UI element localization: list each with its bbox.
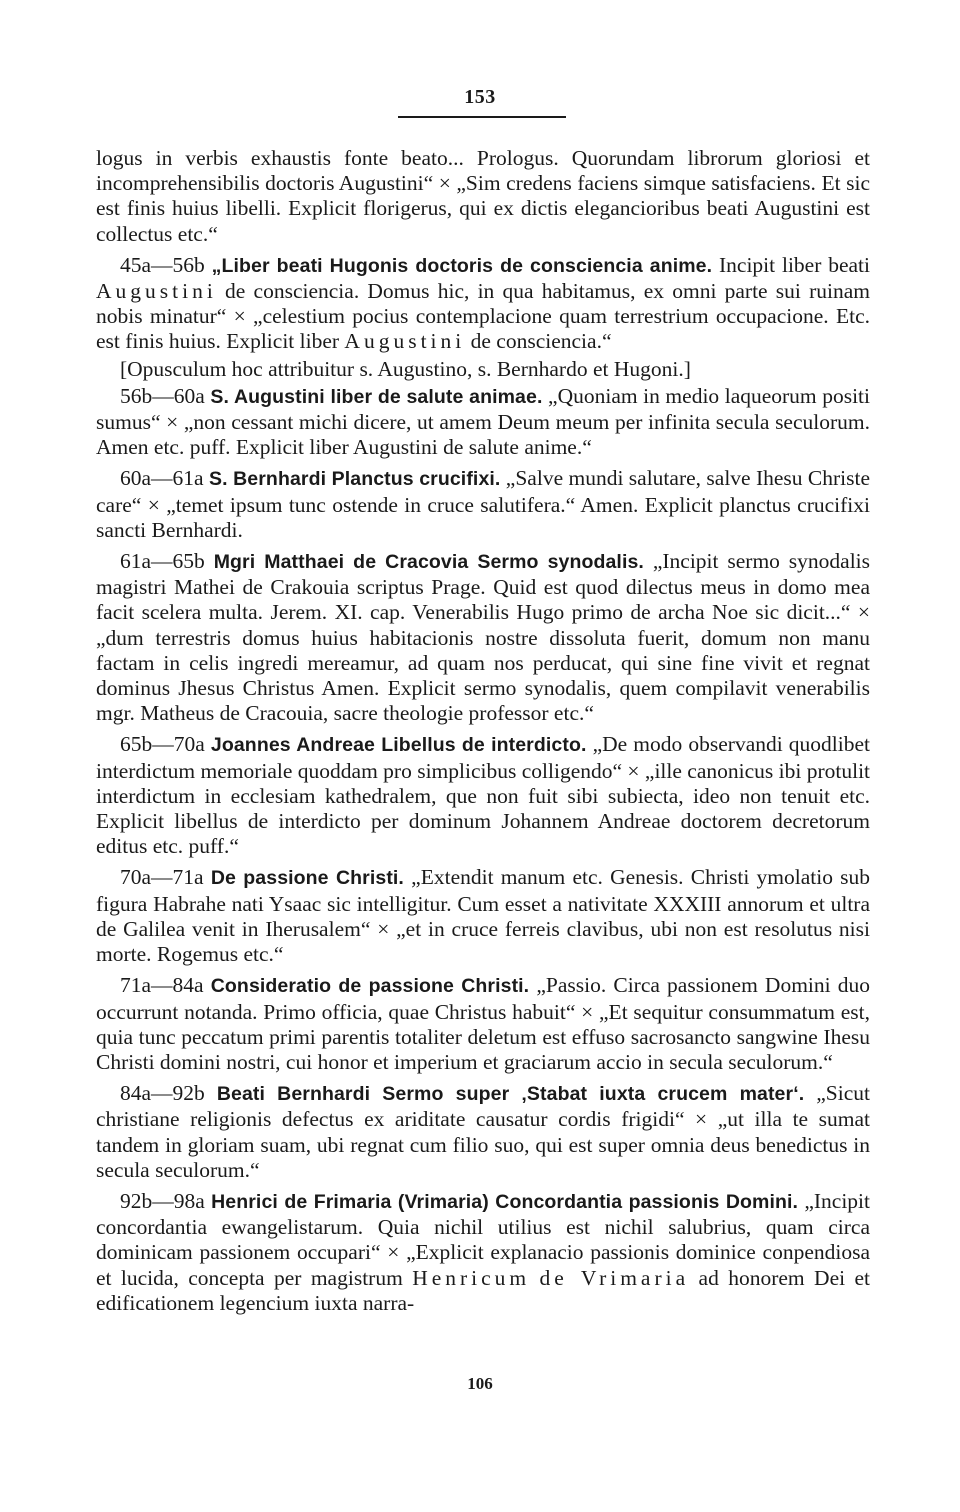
spaced-name: de Vrimaria xyxy=(539,1265,690,1290)
entry-text: ad honorem Dei et edificationem legencium iuxta narra- xyxy=(96,1265,870,1315)
work-title: De passione Christi. xyxy=(210,867,404,890)
entry-prologus-continuation xyxy=(96,146,870,247)
page-number: 153 xyxy=(464,86,496,108)
work-title: Henrici de Frimaria (Vrimaria) Concordantia passionis Domini. xyxy=(211,1190,799,1213)
entry-text: „Passio. Circa passionem Domini duo occurrunt notanda. Primo officia, quae Christus habuit“ × „Et sequitur consummatum est, quia tunc peccatum primi parentis totaliter deletum est effuso sacrosancto sangwine Ihesu Christi domini nostri, cui honor et imperium et graciarum accio in secula seculorum.“ xyxy=(96,973,871,1074)
entry-text: „Quoniam in medio laqueorum positi sumus“ × „non cessant michi dicere, ut amem Deum meum per infinita secula seculorum. Amen etc. puff. Explicit liber Augustini de salute anime.“ xyxy=(96,383,870,460)
entry-augustini-salute xyxy=(96,384,870,461)
entry-text: logus in verbis exhaustis fonte beato... Prologus. Quorundam librorum gloriosi et incomprehensibilis doctoris Augustini“ × „Sim credens faciens simque satisfaciens. Et sic est finis huius libelli. Explicit florigerus, qui ex dictis elegancioribus beati Augustini est collectus etc.“ xyxy=(96,146,870,246)
work-title: S. Augustini liber de salute animae. xyxy=(210,385,543,408)
entry-text: [Opusculum hoc attribuitur s. Augustino, s. Bernhardo et Hugoni.] xyxy=(120,356,691,381)
folio-range: 71a—84a xyxy=(120,973,204,998)
folio-range: 61a—65b xyxy=(120,549,205,574)
entry-text: de consciencia. Domus hic, in qua habitamus, ex omni parte sui ruinam nobis minatur“ × „celestium pocius contemplacione quam terrestrium occupacione. Etc. est finis huius. Explicit liber xyxy=(96,279,871,354)
work-title: Consideratio de passione Christi. xyxy=(210,975,530,998)
entry-text: „De modo observandi quodlibet interdictum memoriale quoddam pro simplicibus colligendo“ × „ille canonicus ibi protulit interdictum in ecclesiam kathedralem, que non fuit sibi subiecta, ideo non tenuit etc. Explicit libellus de interdicto per dominum Johannem Andreae doctorem decretorum editus etc. puff.“ xyxy=(96,732,871,859)
folio-range: 84a—92b xyxy=(120,1081,205,1106)
entry-text: Incipit liber beati xyxy=(719,252,871,277)
document-body xyxy=(96,146,870,1322)
spaced-name: Augustini xyxy=(96,279,217,304)
entry-hugonis-consciencia xyxy=(96,253,870,355)
spaced-name: Augustini xyxy=(344,329,466,354)
work-title: Mgri Matthaei de Cracovia Sermo synodalis. xyxy=(213,551,644,574)
entry-text: „Salve mundi salutare, salve Ihesu Christe care“ × „temet ipsum tunc ostende in cruce salutifera.“ Amen. Explicit planctus crucifixi sancti Bernhardi. xyxy=(96,466,871,542)
entry-consideratio xyxy=(96,973,870,1075)
entry-joannes-andreae xyxy=(96,732,870,859)
entry-text: „Sicut christiane religionis defectus ex ariditate causatur cordis frigidi“ × „ut illa te sumat tandem in gloriam suam, ubi regnat cum filio suo, qui est super omnia deus benedictus in secula seculorum.“ xyxy=(96,1081,870,1182)
work-title: „Liber beati Hugonis doctoris de consciencia anime. xyxy=(211,254,713,277)
entry-attribution-note xyxy=(96,357,870,382)
folio-range: 56b—60a xyxy=(120,383,205,408)
entry-text: „Incipit sermo synodalis magistri Mathei de Crakouia scriptus Prage. Quid est quod dilectus meus in domo mea facit scelera multa. Jerem. XI. cap. Venerabilis Hugo primo de archa Noe sic dicit...“ × „dum terrestris domus huius habitacionis nostre dissoluta fuerit, domum non manu factam in celis ingredi mereamur, ad quam nos perducat, qui sine fine vivit et regnat dominus Jhesus Christus Amen. Explicit sermo synodalis, quem compilavit venerabilis mgr. Matheus de Cracouia, sacre theologie professor etc.“ xyxy=(96,549,871,726)
entry-de-passione xyxy=(96,865,870,967)
spaced-name: Henricum xyxy=(412,1265,531,1290)
entry-matthaei-sermo xyxy=(96,549,870,726)
entry-text: de consciencia.“ xyxy=(470,329,612,354)
header-rule xyxy=(398,116,566,118)
footer-number: 106 xyxy=(467,1374,493,1393)
folio-range: 65b—70a xyxy=(120,732,205,757)
folio-range: 45a—56b xyxy=(120,252,205,277)
work-title: S. Bernhardi Planctus crucifixi. xyxy=(208,468,501,491)
work-title: Joannes Andreae Libellus de interdicto. xyxy=(210,734,587,757)
entry-concordantia xyxy=(96,1189,870,1316)
folio-range: 70a—71a xyxy=(120,865,204,890)
entry-bernhardi-planctus xyxy=(96,466,870,543)
entry-stabat-mater xyxy=(96,1081,870,1183)
entry-text: „Incipit concordantia ewangelistarum. Quia nichil utilius est nichil salubrius, quam circa dominicam passionem occupari“ × „Explicit explanacio passionis dominice conpendiosa et lucida, concepta per magistrum xyxy=(96,1188,871,1290)
folio-range: 92b—98a xyxy=(120,1188,205,1213)
entry-text: „Extendit manum etc. Genesis. Christi ymolatio sub figura Habrahe nati Ysaac sic intelligitur. Cum esset a nativitate XXXIII annorum et ultra de Galilea venit in Iherusalem“ × „et in cruce ferreis clavibus, ubi non est resolutus nisi morte. Rogemus etc.“ xyxy=(96,865,871,967)
work-title: Beati Bernhardi Sermo super ‚Stabat iuxta crucem mater‘. xyxy=(216,1083,805,1106)
folio-range: 60a—61a xyxy=(120,466,204,491)
